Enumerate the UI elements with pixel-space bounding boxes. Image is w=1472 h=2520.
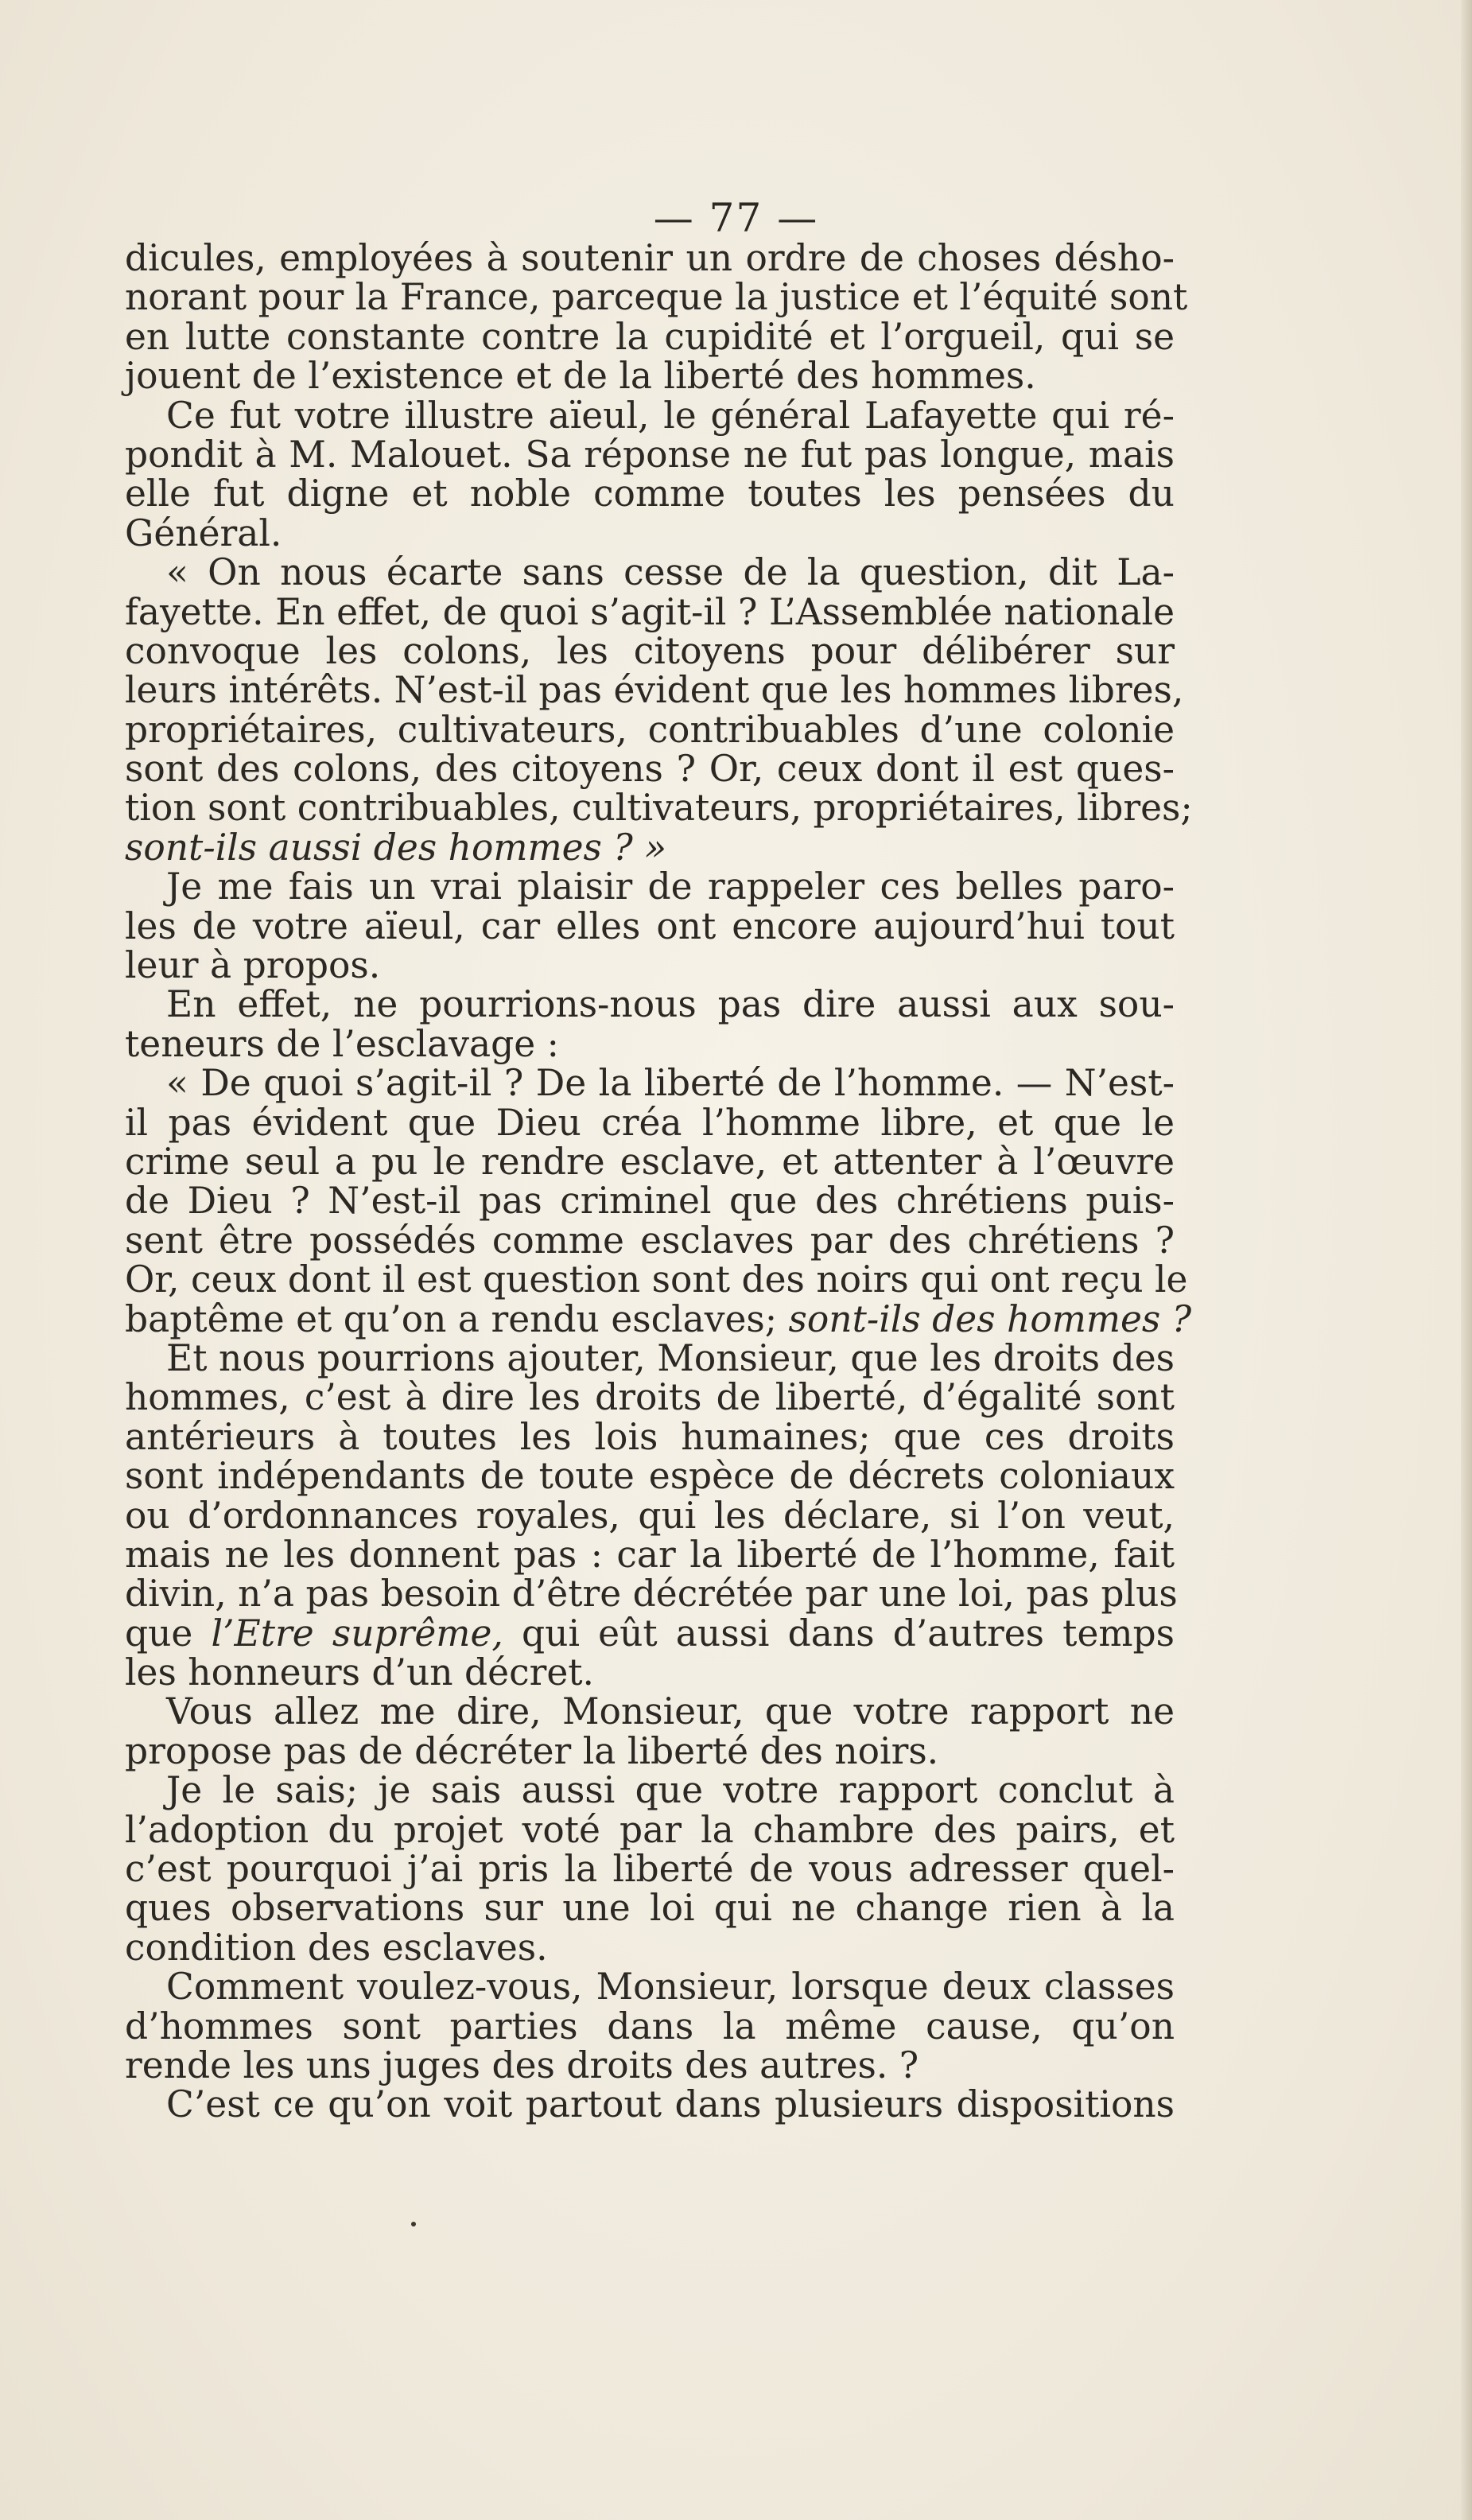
text-line: leurs intérêts. N’est-il pas évident que les hommes libres, <box>125 669 1184 712</box>
text-line-italic: sont-ils des hommes ? <box>788 1297 1192 1340</box>
text-line: pondit à M. Malouet. Sa réponse ne fut pas longue, mais <box>125 433 1175 476</box>
text-line: l’adoption du projet voté par la chambre des pairs, et <box>125 1808 1175 1851</box>
text-line: ques observations sur une loi qui ne change rien à la <box>125 1887 1175 1930</box>
text-line: « De quoi s’agit-il ? De la liberté de l’homme. — N’est- <box>166 1062 1175 1105</box>
text-line: « On nous écarte sans cesse de la question, dit La- <box>166 551 1175 594</box>
text-line: crime seul a pu le rendre esclave, et attenter à l’œuvre <box>125 1140 1175 1183</box>
text-line: teneurs de l’esclavage : <box>125 1022 559 1065</box>
text-line: sont des colons, des citoyens ? Or, ceux dont il est ques- <box>125 748 1175 791</box>
text-line-roman: baptême et qu’on a rendu esclaves; <box>125 1297 789 1340</box>
body-text <box>125 237 1193 2126</box>
page-number: — 77 — <box>653 195 819 241</box>
ink-speck <box>411 2222 416 2226</box>
text-line: leur à propos. <box>125 944 381 987</box>
text-line: Ce fut votre illustre aïeul, le général Lafayette qui ré- <box>166 394 1175 437</box>
text-line: tion sont contribuables, cultivateurs, propriétaires, libres; <box>125 787 1193 830</box>
text-line: C’est ce qu’on voit partout dans plusieurs dispositions <box>166 2083 1175 2126</box>
text-line: sont-ils aussi des hommes ? » <box>125 826 667 869</box>
text-line: Général. <box>125 511 282 554</box>
text-line: en lutte constante contre la cupidité et l’orgueil, qui se <box>125 315 1175 358</box>
text-line: En effet, ne pourrions-nous pas dire aussi aux sou- <box>166 983 1175 1026</box>
text-line: condition des esclaves. <box>125 1926 548 1969</box>
text-line: propose pas de décréter la liberté des noirs. <box>125 1729 939 1772</box>
text-line: ou d’ordonnances royales, qui les déclare, si l’on veut, <box>125 1494 1175 1537</box>
text-line: rende les uns juges des droits des autres. ? <box>125 2044 919 2086</box>
text-line: Vous allez me dire, Monsieur, que votre rapport ne <box>166 1690 1175 1733</box>
text-line: elle fut digne et noble comme toutes les pensées du <box>125 472 1175 515</box>
text-line-roman: que <box>125 1612 212 1655</box>
text-line: jouent de l’existence et de la liberté des hommes. <box>125 355 1036 398</box>
text-line: Or, ceux dont il est question sont des noirs qui ont reçu le <box>125 1258 1188 1301</box>
text-line: norant pour la France, parceque la justice et l’équité sont <box>125 276 1188 319</box>
text-line: propriétaires, cultivateurs, contribuables d’une colonie <box>125 708 1175 751</box>
text-line: mais ne les donnent pas : car la liberté de l’homme, fait <box>125 1533 1175 1576</box>
page-edge-shadow <box>1461 0 1472 2520</box>
text-line-roman: qui eût aussi dans d’autres temps <box>503 1612 1175 1655</box>
text-line: Je me fais un vrai plaisir de rappeler ces belles paro- <box>166 865 1175 908</box>
text-line: Comment voulez-vous, Monsieur, lorsque deux classes <box>166 1966 1175 2009</box>
text-line: d’hommes sont parties dans la même cause, qu’on <box>125 2005 1175 2048</box>
text-line: antérieurs à toutes les lois humaines; que ces droits <box>125 1415 1175 1458</box>
text-line <box>125 1297 1192 1340</box>
text-line: dicules, employées à soutenir un ordre de choses désho- <box>125 237 1175 279</box>
text-line: c’est pourquoi j’ai pris la liberté de vous adresser quel- <box>125 1848 1175 1891</box>
text-line: il pas évident que Dieu créa l’homme libre, et que le <box>125 1101 1175 1144</box>
text-line: convoque les colons, les citoyens pour délibérer sur <box>125 629 1175 672</box>
text-line: sont indépendants de toute espèce de décrets coloniaux <box>125 1455 1175 1498</box>
text-line: hommes, c’est à dire les droits de liberté, d’égalité sont <box>125 1376 1175 1419</box>
text-line: divin, n’a pas besoin d’être décrétée par une loi, pas plus <box>125 1573 1178 1616</box>
text-line <box>125 1614 1175 1653</box>
text-line: les de votre aïeul, car elles ont encore aujourd’hui tout <box>125 904 1175 947</box>
text-line: Je le sais; je sais aussi que votre rapport conclut à <box>166 1769 1175 1812</box>
text-line: sent être possédés comme esclaves par des chrétiens ? <box>125 1219 1175 1262</box>
text-line: fayette. En effet, de quoi s’agit-il ? L’Assemblée nationale <box>125 590 1175 633</box>
text-line-italic: l’Etre suprême, <box>211 1612 503 1655</box>
text-line: les honneurs d’un décret. <box>125 1651 595 1694</box>
text-line: de Dieu ? N’est-il pas criminel que des chrétiens puis- <box>125 1180 1175 1223</box>
text-line: Et nous pourrions ajouter, Monsieur, que les droits des <box>166 1336 1175 1379</box>
